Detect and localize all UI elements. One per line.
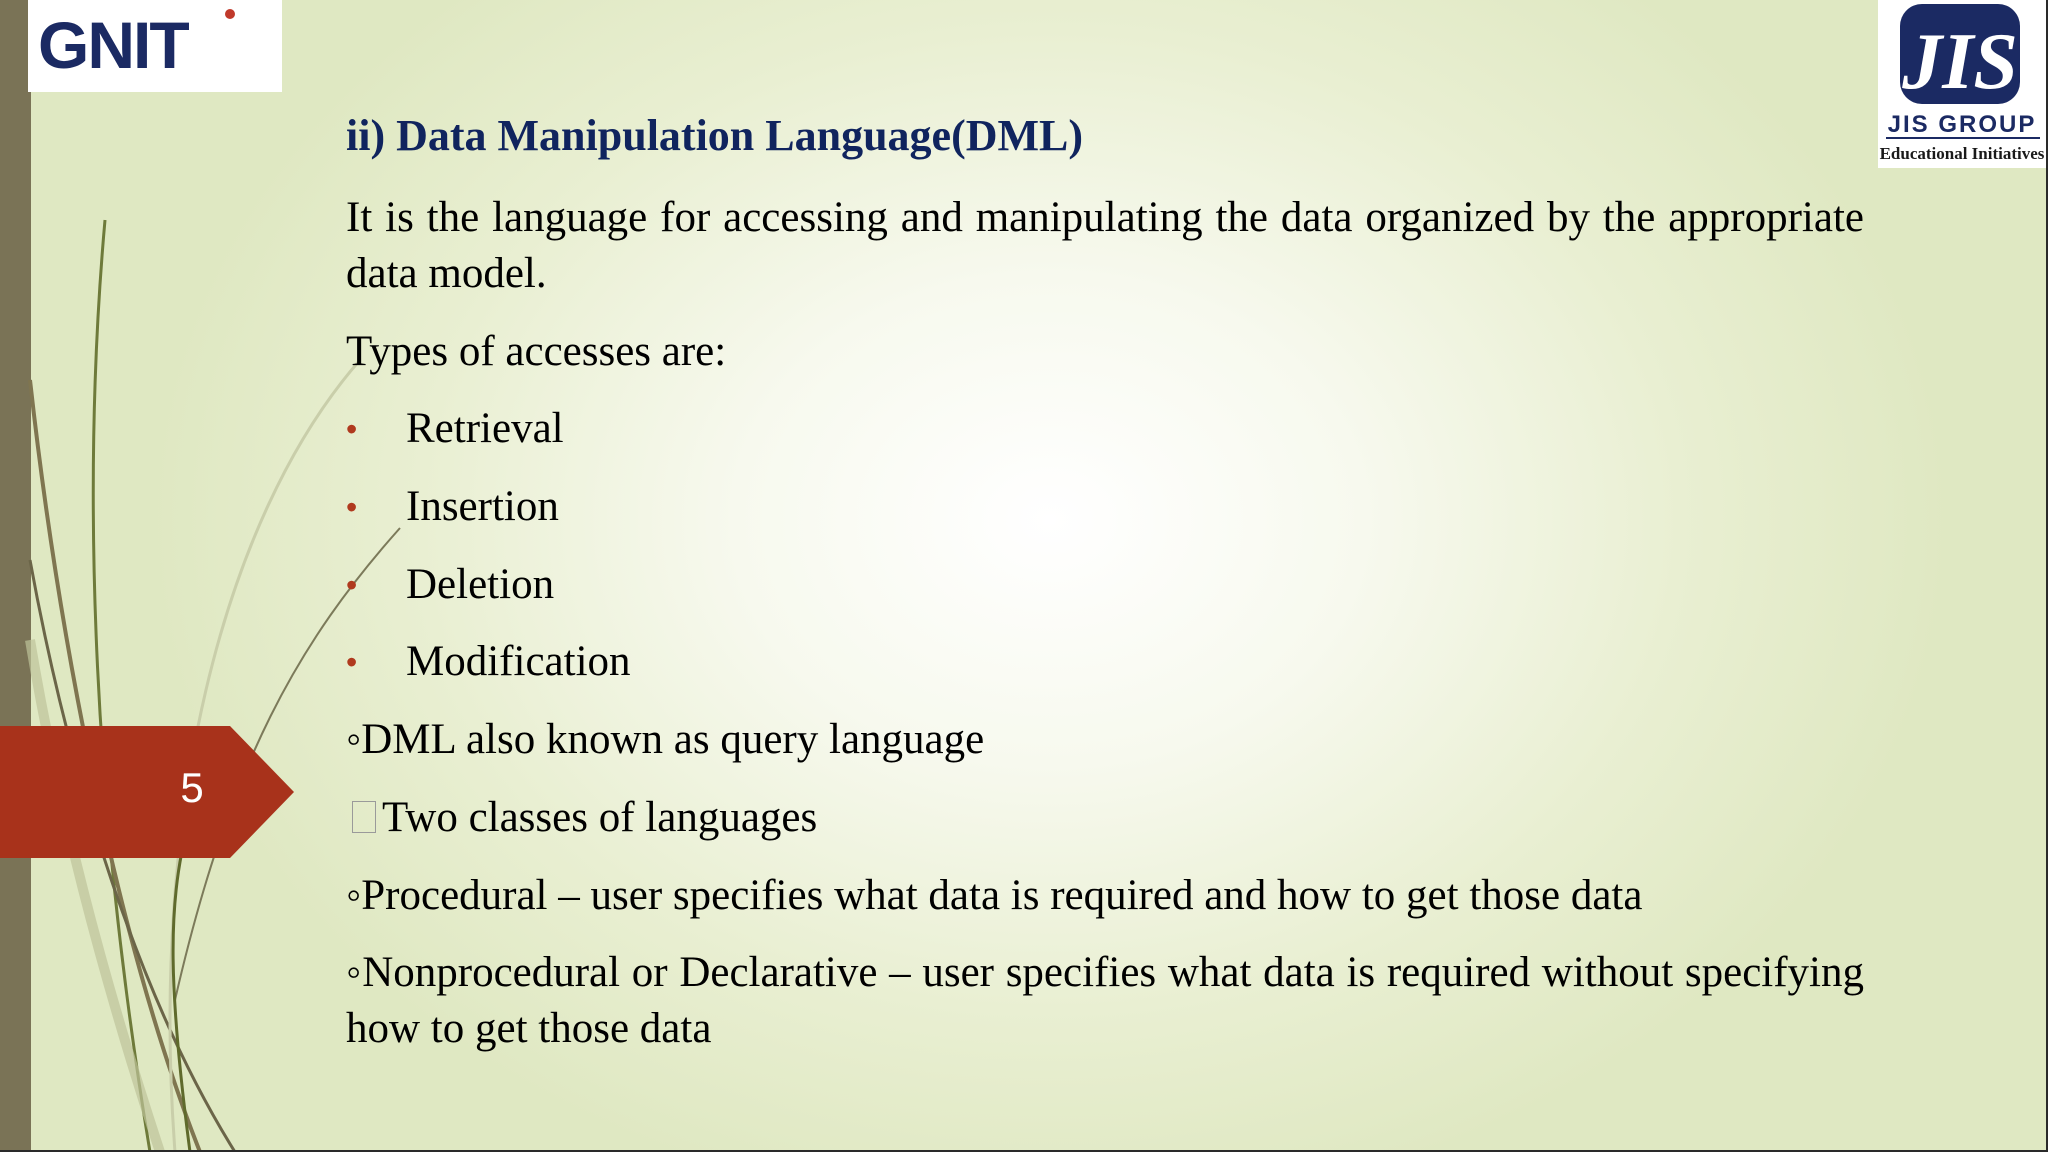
svg-text:JIS GROUP: JIS GROUP — [1887, 111, 2037, 138]
bullet-text: Insertion — [406, 483, 559, 530]
nonprocedural-paragraph: ◦Nonprocedural or Declarative – user specifies what data is required without specifying how to get those data — [346, 949, 1864, 1052]
two-classes-text: Two classes of languages — [382, 794, 818, 841]
bullet-icon: • — [346, 411, 358, 447]
bullet-icon: • — [346, 489, 358, 525]
svg-text:GNIT: GNIT — [38, 8, 188, 82]
slide-title: ii) Data Manipulation Language(DML) — [346, 111, 1084, 160]
gnit-logo — [28, 0, 282, 92]
procedural-line: ◦Procedural – user specifies what data is required and how to get those data — [346, 872, 1643, 919]
bullet-text: Retrieval — [406, 405, 564, 452]
jis-group-logo — [1878, 0, 2048, 168]
intro-paragraph: It is the language for accessing and manipulating the data organized by the appropriate data model. — [346, 194, 1864, 297]
types-heading: Types of accesses are: — [346, 328, 727, 375]
page-number: 5 — [180, 764, 204, 811]
two-classes-line — [346, 790, 817, 846]
bullet-icon: • — [346, 644, 358, 680]
svg-text:JIS: JIS — [1902, 18, 2018, 106]
page-number-arrow — [0, 726, 294, 858]
dml-query-line: ◦DML also known as query language — [346, 716, 985, 763]
svg-text:Educational Initiatives: Educational Initiatives — [1879, 144, 2045, 163]
missing-glyph-box-icon — [352, 801, 376, 833]
bullet-text: Deletion — [406, 561, 555, 608]
bullet-icon: • — [346, 567, 358, 603]
bullet-text: Modification — [406, 638, 631, 685]
